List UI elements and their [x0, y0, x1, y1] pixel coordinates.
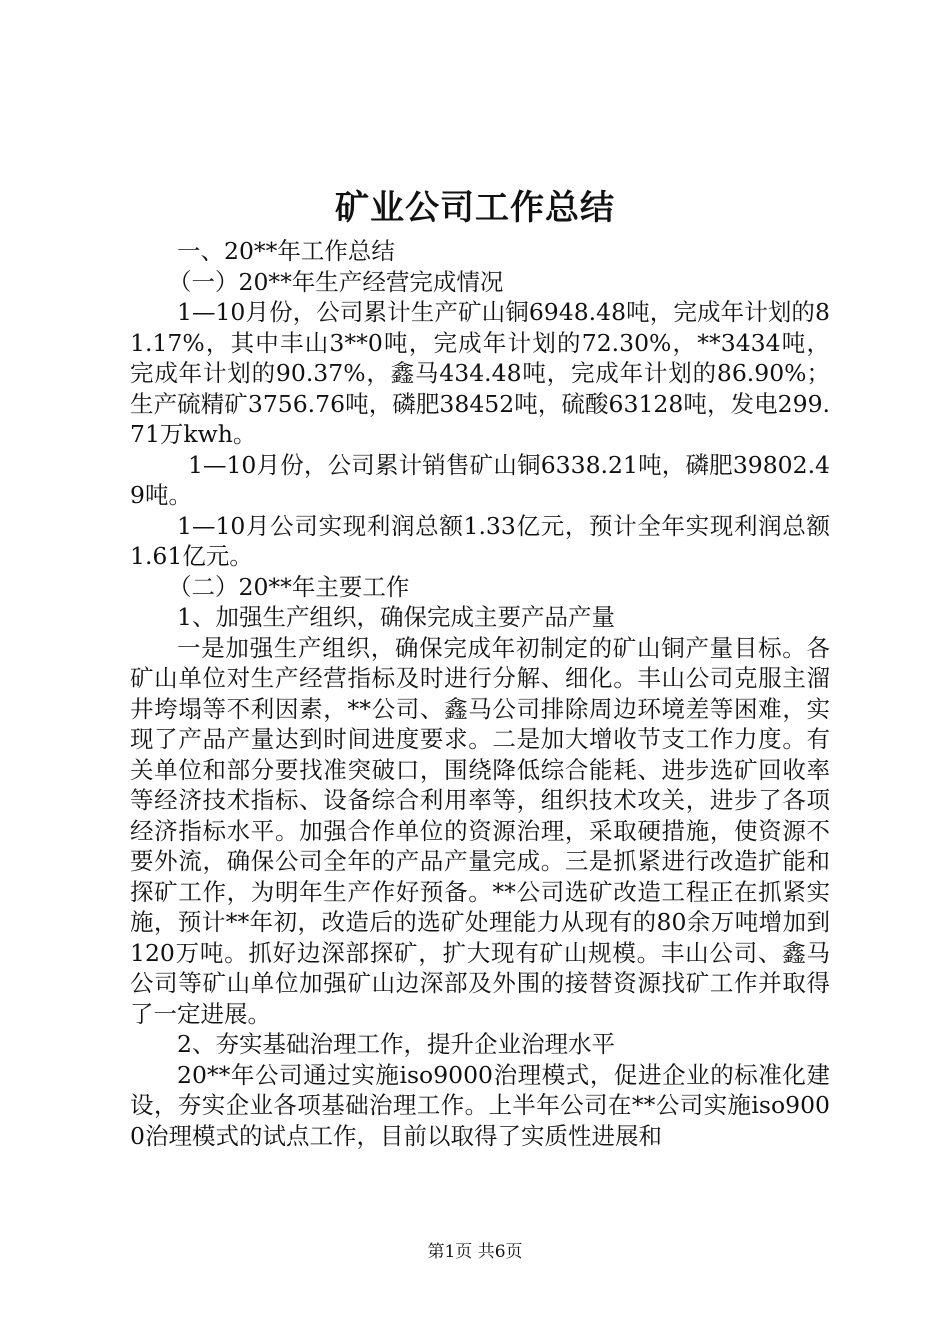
paragraph: 20**年公司通过实施iso9000治理模式，促进企业的标准化建设，夯实企业各项基础治理工作。上半年公司在**公司实施iso9000治理模式的试点工作，目前以取得了实质性进展和	[130, 1060, 830, 1150]
paragraph: 一是加强生产组织，确保完成年初制定的矿山铜产量目标。各矿山单位对生产经营指标及时进行分解、细化。丰山公司克服主溜井垮塌等不利因素，**公司、鑫马公司排除周边环境差等困难，实现了产品产量达到时间进度要求。二是加大增收节支工作力度。有关单位和部分要找准突破口，围绕降低综合能耗、进步选矿回收率等经济技术指标、设备综合利用率等，组织技术攻关，进步了各项经济指标水平。加强合作单位的资源治理，采取硬措施，使资源不要外流，确保公司全年的产品产量完成。三是抓紧进行改造扩能和探矿工作，为明年生产作好预备。**公司选矿改造工程正在抓紧实施，预计**年初，改造后的选矿处理能力从现有的80余万吨增加到120万吨。抓好边深部探矿，扩大现有矿山规模。丰山公司、鑫马公司等矿山单位加强矿山边深部及外围的接替资源找矿工作并取得了一定进展。	[130, 633, 830, 1028]
item-heading: 1、加强生产组织，确保完成主要产品产量	[177, 603, 615, 631]
paragraph: 1—10月份，公司累计销售矿山铜6338.21吨，磷肥39802.49吨。	[130, 450, 830, 509]
document-body	[130, 236, 830, 1151]
page-footer: 第1页 共6页	[427, 1242, 523, 1262]
subsection-heading: （一）20**年生产经营完成情况	[168, 267, 504, 296]
paragraph: 1—10月份，公司累计生产矿山铜6948.48吨，完成年计划的81.17%，其中丰山3**0吨，完成年计划的72.30%，**3434吨，完成年计划的90.37%，鑫马434.48吨，完成年计划的86.90%；生产硫精矿3756.76吨，磷肥38452吨，硫酸63128吨，发电299.71万kwh。	[130, 298, 830, 448]
item-heading: 2、夯实基础治理工作，提升企业治理水平	[177, 1030, 615, 1058]
subsection-heading: （二）20**年主要工作	[168, 572, 410, 601]
document-title: 矿业公司工作总结	[335, 188, 615, 228]
paragraph: 1—10月公司实现利润总额1.33亿元，预计全年实现利润总额1.61亿元。	[130, 511, 830, 570]
section-heading: 一、20**年工作总结	[177, 237, 395, 265]
